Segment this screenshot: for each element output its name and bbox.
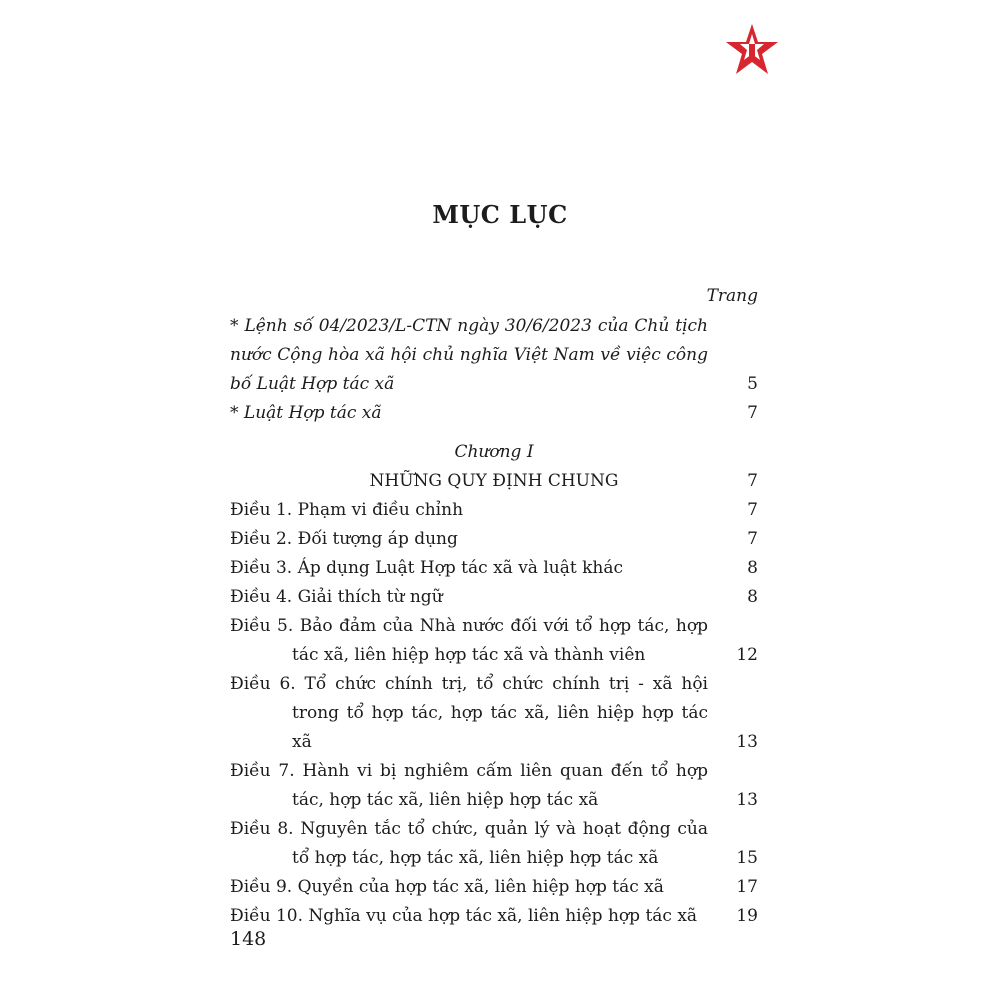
table-of-contents: [230, 312, 758, 931]
toc-entry-article-5[interactable]: [230, 612, 758, 670]
toc-entry-page: 8: [747, 587, 758, 607]
toc-entry-article-3[interactable]: [230, 554, 758, 583]
toc-entry-page: 13: [736, 732, 758, 752]
toc-entry-article-7[interactable]: [230, 757, 758, 815]
toc-entry-text: Điều 10. Nghĩa vụ của hợp tác xã, liên hiệp hợp tác xã: [230, 906, 698, 926]
toc-entry-page: 15: [736, 848, 758, 868]
toc-entry-article-10[interactable]: [230, 902, 758, 931]
toc-entry-page: 17: [736, 877, 758, 897]
toc-entry-text: Điều 8. Nguyên tắc tổ chức, quản lý và hoạt động của tổ hợp tác, hợp tác xã, liên hiệp hợp tác xã: [230, 819, 708, 868]
toc-entry-text: * Luật Hợp tác xã: [230, 403, 382, 423]
toc-entry-text: Điều 3. Áp dụng Luật Hợp tác xã và luật khác: [230, 558, 624, 578]
toc-entry-text: Điều 6. Tổ chức chính trị, tổ chức chính trị - xã hội trong tổ hợp tác, hợp tác xã, liên hiệp hợp tác xã: [230, 674, 708, 752]
toc-entry-text: Điều 2. Đối tượng áp dụng: [230, 529, 458, 549]
chapter-label: Chương I: [454, 442, 534, 462]
toc-entry-intro-1[interactable]: [230, 312, 758, 399]
page-column-header: Trang: [706, 286, 758, 306]
toc-entry-article-4[interactable]: [230, 583, 758, 612]
page-number: 148: [230, 928, 267, 950]
page-title: MỤC LỤC: [432, 200, 568, 229]
toc-entry-article-2[interactable]: [230, 525, 758, 554]
toc-entry-text: Điều 5. Bảo đảm của Nhà nước đối với tổ hợp tác, hợp tác xã, liên hiệp hợp tác xã và thành viên: [230, 616, 708, 665]
toc-entry-page: 7: [747, 529, 758, 549]
toc-entry-text: Điều 7. Hành vi bị nghiêm cấm liên quan đến tổ hợp tác, hợp tác xã, liên hiệp hợp tác xã: [230, 761, 708, 810]
toc-entry-page: 7: [747, 471, 758, 491]
toc-entry-text: Điều 9. Quyền của hợp tác xã, liên hiệp hợp tác xã: [230, 877, 664, 897]
red-star-book-logo-icon: [722, 22, 782, 82]
toc-entry-intro-2[interactable]: [230, 399, 758, 428]
toc-entry-article-8[interactable]: [230, 815, 758, 873]
toc-entry-text: Điều 1. Phạm vi điều chỉnh: [230, 500, 464, 520]
toc-entry-page: 13: [736, 790, 758, 810]
toc-entry-text: * Lệnh số 04/2023/L-CTN ngày 30/6/2023 của Chủ tịch nước Cộng hòa xã hội chủ nghĩa Việt Nam về việc công bố Luật Hợp tác xã: [230, 316, 708, 394]
toc-entry-article-1[interactable]: [230, 496, 758, 525]
toc-entry-text: Điều 4. Giải thích từ ngữ: [230, 587, 443, 607]
toc-entry-page: 8: [747, 558, 758, 578]
toc-entry-page: 7: [747, 500, 758, 520]
toc-entry-page: 19: [736, 906, 758, 926]
toc-entry-page: 12: [736, 645, 758, 665]
toc-entry-page: 7: [747, 403, 758, 423]
toc-entry-page: 5: [747, 374, 758, 394]
toc-entry-article-9[interactable]: [230, 873, 758, 902]
chapter-title-entry[interactable]: [230, 467, 758, 496]
toc-entry-article-6[interactable]: [230, 670, 758, 757]
chapter-title: NHỮNG QUY ĐỊNH CHUNG: [369, 471, 619, 491]
